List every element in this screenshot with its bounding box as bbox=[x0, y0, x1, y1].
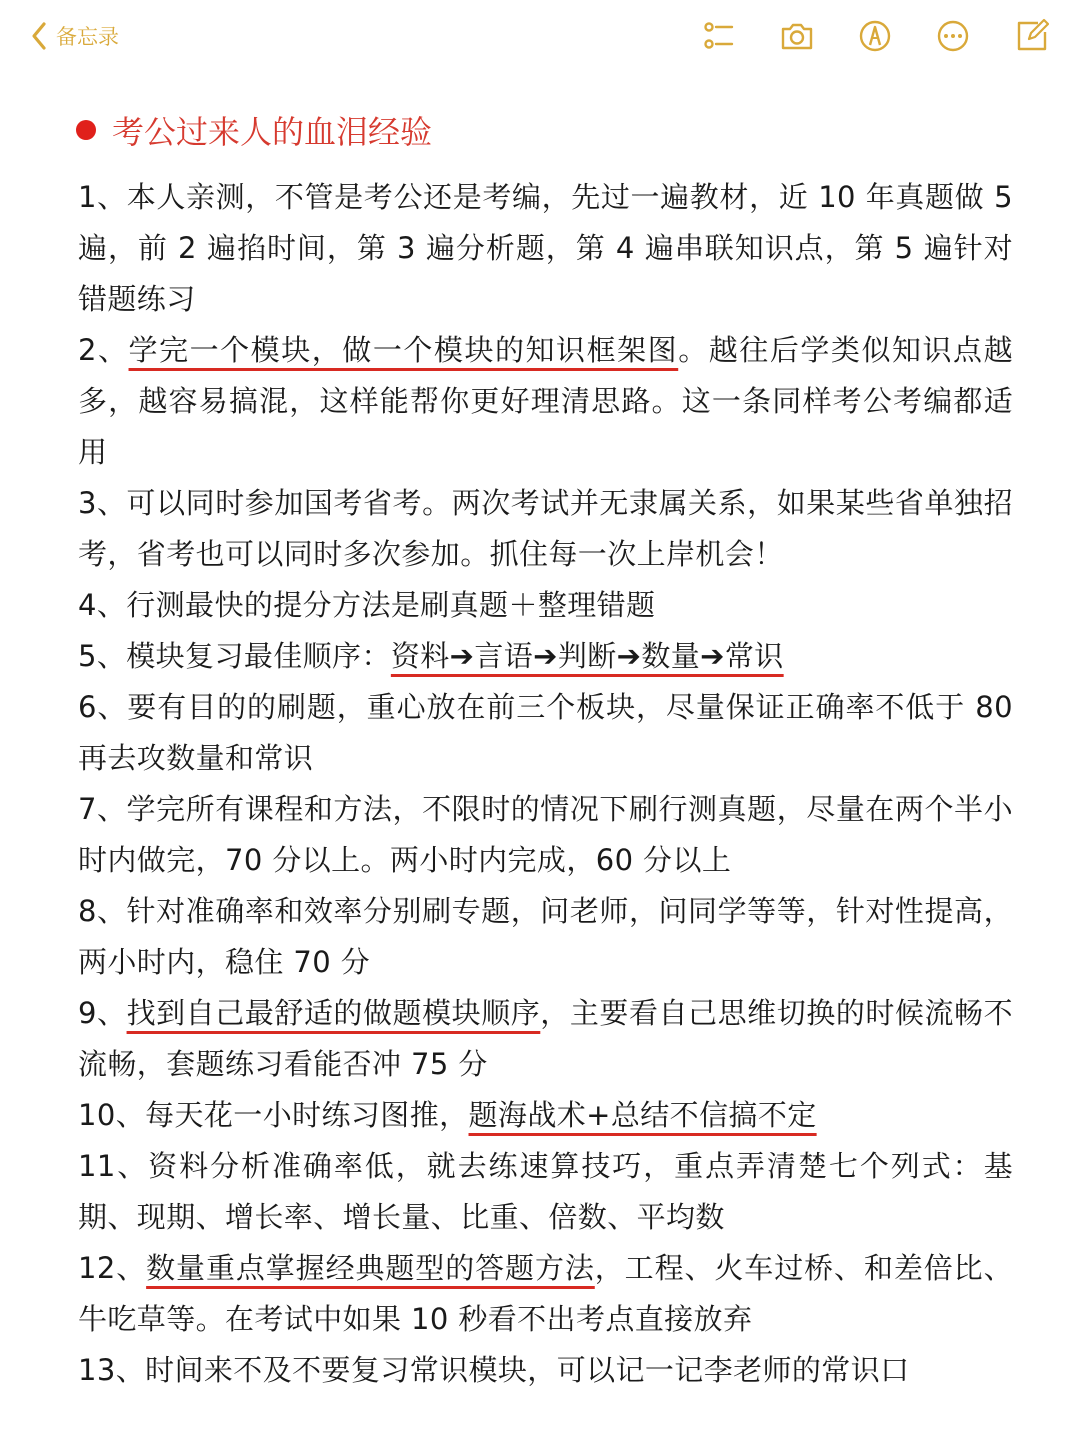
note-text: 3、可以同时参加国考省考。两次考试并无隶属关系，如果某些省单独招考，省考也可以同时多次参加。抓住每一次上岸机会！ bbox=[78, 486, 1013, 571]
note-text: ，工程、火车过桥、和差倍比、牛吃草等。在考试中如果 10 秒看不出考点直接放弃 bbox=[78, 1251, 1013, 1336]
note-item bbox=[78, 1345, 1013, 1396]
note-title: 考公过来人的血泪经验 bbox=[112, 113, 433, 151]
note-text: 6、要有目的的刷题，重心放在前三个板块，尽量保证正确率不低于 80 再去攻数量和常识 bbox=[78, 690, 1013, 775]
underlined-text: 找到自己最舒适的做题模块顺序 bbox=[126, 996, 541, 1030]
compose-icon bbox=[1013, 18, 1049, 54]
note-text: 8、针对准确率和效率分别刷专题，问老师，问同学等等，针对性提高，两小时内，稳住 70 分 bbox=[78, 894, 1013, 979]
camera-button[interactable] bbox=[778, 17, 816, 55]
note-text: 5、模块复习最佳顺序： bbox=[78, 639, 391, 673]
note-item bbox=[78, 1141, 1013, 1243]
toolbar bbox=[700, 16, 1050, 56]
note-text: ，主要看自己思维切换的时候流畅不流畅，套题练习看能否冲 75 分 bbox=[78, 996, 1013, 1081]
note-text: 9、 bbox=[78, 996, 127, 1030]
note-body[interactable] bbox=[78, 100, 1013, 1396]
note-item bbox=[78, 682, 1013, 784]
note-items bbox=[78, 172, 1013, 1396]
red-bullet-icon bbox=[76, 120, 96, 140]
chevron-left-icon bbox=[30, 21, 48, 51]
note-text: 4、行测最快的提分方法是刷真题＋整理错题 bbox=[78, 588, 656, 622]
note-text: 10、每天花一小时练习图推， bbox=[78, 1098, 469, 1132]
note-text: 2、 bbox=[78, 333, 129, 367]
underlined-text: 资料➔言语➔判断➔数量➔常识 bbox=[390, 639, 784, 673]
checklist-icon bbox=[701, 18, 737, 54]
underlined-text: 学完一个模块，做一个模块的知识框架图 bbox=[128, 333, 679, 367]
note-item bbox=[78, 1090, 1013, 1141]
camera-icon bbox=[779, 18, 815, 54]
note-text: 13、时间来不及不要复习常识模块，可以记一记李老师的常识口 bbox=[78, 1353, 910, 1387]
markup-pen-icon bbox=[857, 18, 893, 54]
checklist-button[interactable] bbox=[700, 17, 738, 55]
navigation-bar bbox=[0, 0, 1080, 80]
note-item bbox=[78, 784, 1013, 886]
compose-button[interactable] bbox=[1012, 17, 1050, 55]
more-button[interactable] bbox=[934, 17, 972, 55]
underlined-text: 题海战术+总结不信搞不定 bbox=[468, 1098, 817, 1132]
note-text: 7、学完所有课程和方法，不限时的情况下刷行测真题，尽量在两个半小时内做完，70 分以上。两小时内完成，60 分以上 bbox=[78, 792, 1013, 877]
note-text: 。越往后学类似知识点越多，越容易搞混，这样能帮你更好理清思路。这一条同样考公考编都适用 bbox=[78, 333, 1013, 469]
back-label: 备忘录 bbox=[56, 25, 119, 49]
note-item bbox=[78, 580, 1013, 631]
note-item bbox=[78, 478, 1013, 580]
underlined-text: 数量重点掌握经典题型的答题方法 bbox=[146, 1251, 595, 1285]
note-heading bbox=[76, 100, 1013, 160]
back-button[interactable] bbox=[30, 18, 119, 54]
note-text: 11、资料分析准确率低，就去练速算技巧，重点弄清楚七个列式：基期、现期、增长率、增长量、比重、倍数、平均数 bbox=[78, 1149, 1013, 1234]
note-text: 12、 bbox=[78, 1251, 147, 1285]
note-item bbox=[78, 631, 1013, 682]
more-icon bbox=[935, 18, 971, 54]
note-text: 1、本人亲测，不管是考公还是考编，先过一遍教材，近 10 年真题做 5 遍，前 2 遍掐时间，第 3 遍分析题，第 4 遍串联知识点，第 5 遍针对错题练习 bbox=[78, 180, 1013, 316]
note-item bbox=[78, 988, 1013, 1090]
note-item bbox=[78, 325, 1013, 478]
note-item bbox=[78, 1243, 1013, 1345]
note-item bbox=[78, 172, 1013, 325]
note-item bbox=[78, 886, 1013, 988]
markup-button[interactable] bbox=[856, 17, 894, 55]
